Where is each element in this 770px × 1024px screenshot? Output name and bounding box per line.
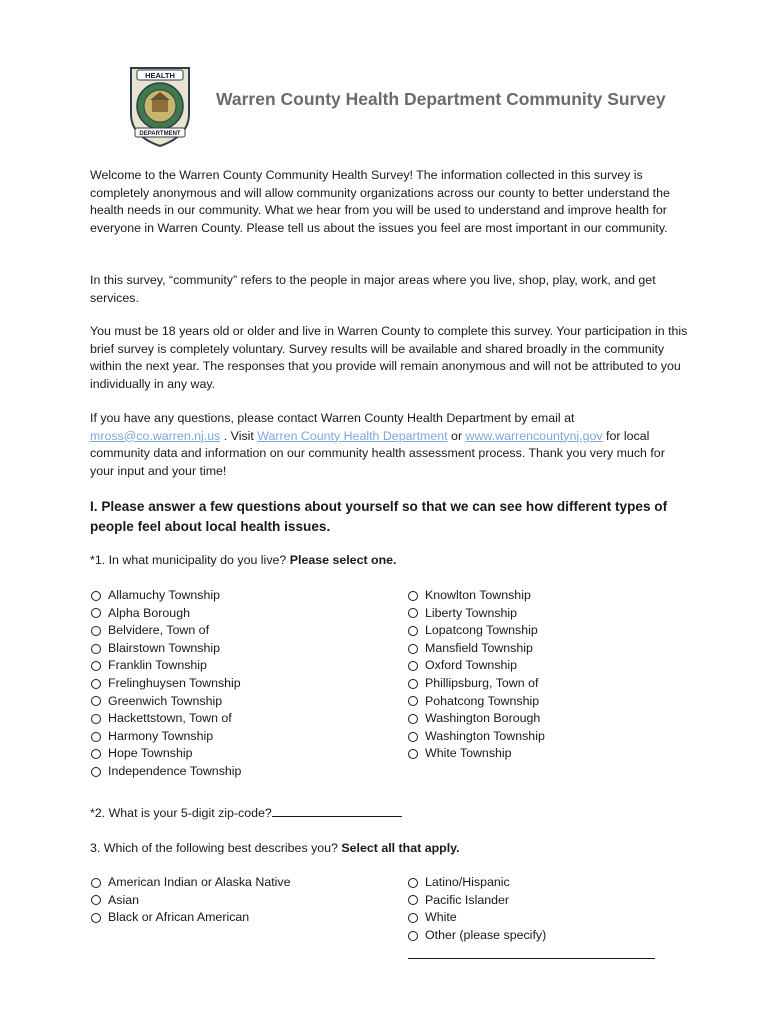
other-specify-answer-line[interactable] bbox=[408, 946, 655, 959]
option-item[interactable] bbox=[91, 728, 241, 746]
intro-paragraph-4 bbox=[90, 410, 690, 480]
email-link[interactable]: mross@co.warren.nj.us bbox=[90, 428, 221, 443]
radio-circle-icon[interactable] bbox=[91, 714, 101, 724]
option-label: American Indian or Alaska Native bbox=[108, 875, 291, 889]
option-item[interactable] bbox=[408, 605, 545, 623]
option-item[interactable] bbox=[91, 605, 241, 623]
question-1-options-left bbox=[91, 587, 241, 781]
option-item[interactable] bbox=[91, 587, 241, 605]
option-item[interactable] bbox=[91, 657, 241, 675]
question-1-text: *1. In what municipality do you live? bbox=[90, 553, 290, 567]
option-label: Hackettstown, Town of bbox=[108, 711, 232, 726]
question-2 bbox=[90, 804, 402, 823]
option-item[interactable] bbox=[408, 622, 545, 640]
option-label: Belvidere, Town of bbox=[108, 623, 210, 638]
option-label: Mansfield Township bbox=[425, 640, 533, 655]
question-1-options-right bbox=[408, 587, 545, 763]
page-title: Warren County Health Department Community Survey bbox=[216, 89, 666, 109]
option-label: Washington Borough bbox=[425, 711, 541, 726]
option-label: Pacific Islander bbox=[425, 892, 510, 907]
option-label: Greenwich Township bbox=[108, 693, 223, 708]
option-item[interactable] bbox=[91, 892, 291, 910]
option-item[interactable] bbox=[408, 675, 545, 693]
health-department-link[interactable]: Warren County Health Department bbox=[257, 428, 448, 443]
option-item[interactable] bbox=[408, 892, 546, 910]
radio-circle-icon[interactable] bbox=[91, 626, 101, 636]
question-3-options-right bbox=[408, 874, 546, 944]
closing-text: for local community data and information on our community health assessment process. Thank you very much for your input and your time! bbox=[90, 428, 665, 478]
health-department-seal-logo bbox=[125, 62, 195, 148]
option-item[interactable] bbox=[91, 640, 241, 658]
logo-bottom-text: DEPARTMENT bbox=[139, 131, 181, 137]
radio-circle-icon[interactable] bbox=[91, 661, 101, 671]
question-3-text: 3. Which of the following best describes you? bbox=[90, 841, 342, 855]
radio-circle-icon[interactable] bbox=[408, 591, 418, 601]
radio-circle-icon[interactable] bbox=[408, 608, 418, 618]
question-1 bbox=[90, 552, 397, 570]
radio-circle-icon[interactable] bbox=[408, 931, 418, 941]
question-3-options-left bbox=[91, 874, 291, 927]
radio-circle-icon[interactable] bbox=[91, 878, 101, 888]
radio-circle-icon[interactable] bbox=[91, 591, 101, 601]
option-label: Harmony Township bbox=[108, 728, 214, 743]
radio-circle-icon[interactable] bbox=[91, 749, 101, 759]
or-text: or bbox=[447, 428, 466, 443]
option-item[interactable] bbox=[408, 728, 545, 746]
option-item[interactable] bbox=[408, 693, 545, 711]
contact-text: If you have any questions, please contact Warren County Health Department by email at bbox=[90, 411, 575, 425]
option-item[interactable] bbox=[91, 675, 241, 693]
option-label: Frelinghuysen Township bbox=[108, 675, 241, 690]
section-1-heading: I. Please answer a few questions about yourself so that we can see how different types of people feel about local health issues. bbox=[90, 499, 668, 534]
option-label: Hope Township bbox=[108, 746, 193, 761]
radio-circle-icon[interactable] bbox=[91, 644, 101, 654]
option-label: Oxford Township bbox=[425, 658, 518, 673]
radio-circle-icon[interactable] bbox=[91, 895, 101, 905]
question-3 bbox=[90, 840, 460, 858]
radio-circle-icon[interactable] bbox=[408, 913, 418, 923]
option-label: Blairstown Township bbox=[108, 640, 221, 655]
question-2-text: *2. What is your 5-digit zip-code? bbox=[90, 806, 272, 820]
option-label: Phillipsburg, Town of bbox=[425, 675, 539, 690]
option-item[interactable] bbox=[408, 657, 545, 675]
radio-circle-icon[interactable] bbox=[408, 732, 418, 742]
option-label: Knowlton Township bbox=[425, 588, 531, 602]
radio-circle-icon[interactable] bbox=[408, 696, 418, 706]
option-label: Liberty Township bbox=[425, 605, 518, 620]
option-item[interactable] bbox=[408, 587, 545, 605]
option-item[interactable] bbox=[408, 640, 545, 658]
option-item[interactable] bbox=[408, 909, 546, 927]
intro-paragraph-2: In this survey, “community” refers to the people in major areas where you live, shop, play, work, and get services. bbox=[90, 273, 656, 305]
option-label: Allamuchy Township bbox=[108, 588, 221, 602]
radio-circle-icon[interactable] bbox=[91, 767, 101, 777]
radio-circle-icon[interactable] bbox=[91, 679, 101, 689]
option-item[interactable] bbox=[408, 874, 546, 892]
option-item[interactable] bbox=[91, 693, 241, 711]
option-item[interactable] bbox=[91, 763, 241, 781]
option-item[interactable] bbox=[91, 874, 291, 892]
question-1-instruction: Please select one. bbox=[289, 553, 397, 567]
option-label: Franklin Township bbox=[108, 658, 207, 673]
radio-circle-icon[interactable] bbox=[91, 608, 101, 618]
option-label: Black or African American bbox=[108, 910, 250, 925]
option-label: White Township bbox=[425, 746, 512, 761]
option-label: Washington Township bbox=[425, 728, 545, 743]
option-label: Independence Township bbox=[108, 763, 242, 778]
option-label: Lopatcong Township bbox=[425, 623, 538, 638]
radio-circle-icon[interactable] bbox=[408, 895, 418, 905]
radio-circle-icon[interactable] bbox=[91, 913, 101, 923]
option-item[interactable] bbox=[408, 927, 546, 945]
option-label: White bbox=[425, 910, 457, 925]
option-label: Other (please specify) bbox=[425, 927, 547, 942]
option-item[interactable] bbox=[91, 745, 241, 763]
radio-circle-icon[interactable] bbox=[408, 644, 418, 654]
option-label: Pohatcong Township bbox=[425, 693, 540, 708]
radio-circle-icon[interactable] bbox=[91, 696, 101, 706]
visit-text: . Visit bbox=[220, 428, 258, 443]
radio-circle-icon[interactable] bbox=[408, 679, 418, 689]
zip-code-answer-line[interactable] bbox=[272, 804, 402, 817]
radio-circle-icon[interactable] bbox=[91, 732, 101, 742]
question-3-instruction: Select all that apply. bbox=[341, 841, 460, 855]
radio-circle-icon[interactable] bbox=[408, 626, 418, 636]
radio-circle-icon[interactable] bbox=[408, 661, 418, 671]
option-item[interactable] bbox=[91, 622, 241, 640]
option-item[interactable] bbox=[91, 909, 291, 927]
option-item[interactable] bbox=[408, 745, 545, 763]
option-item[interactable] bbox=[91, 710, 241, 728]
option-label: Asian bbox=[108, 892, 139, 907]
option-item[interactable] bbox=[408, 710, 545, 728]
county-website-link[interactable]: www.warrencountynj.gov bbox=[465, 428, 603, 443]
radio-circle-icon[interactable] bbox=[408, 749, 418, 759]
logo-top-text: HEALTH bbox=[145, 71, 175, 80]
intro-paragraph-3: You must be 18 years old or older and live in Warren County to complete this survey. Your participation in this brief survey is completely voluntary. Survey results will be available and shared broadly in the community within the next year. The responses that you provide will remain anonymous and will not be attributed to you individually in any way. bbox=[90, 324, 688, 391]
radio-circle-icon[interactable] bbox=[408, 878, 418, 888]
intro-paragraph-1: Welcome to the Warren County Community Health Survey! The information collected in this survey is completely anonymous and will allow community organizations across our county to better understand the health needs in our community. What we hear from you will be used to understand and improve health for everyone in Warren County. Please tell us about the issues you feel are most important in our community. bbox=[90, 168, 670, 235]
option-label: Alpha Borough bbox=[108, 605, 190, 620]
option-label: Latino/Hispanic bbox=[425, 875, 510, 889]
radio-circle-icon[interactable] bbox=[408, 714, 418, 724]
